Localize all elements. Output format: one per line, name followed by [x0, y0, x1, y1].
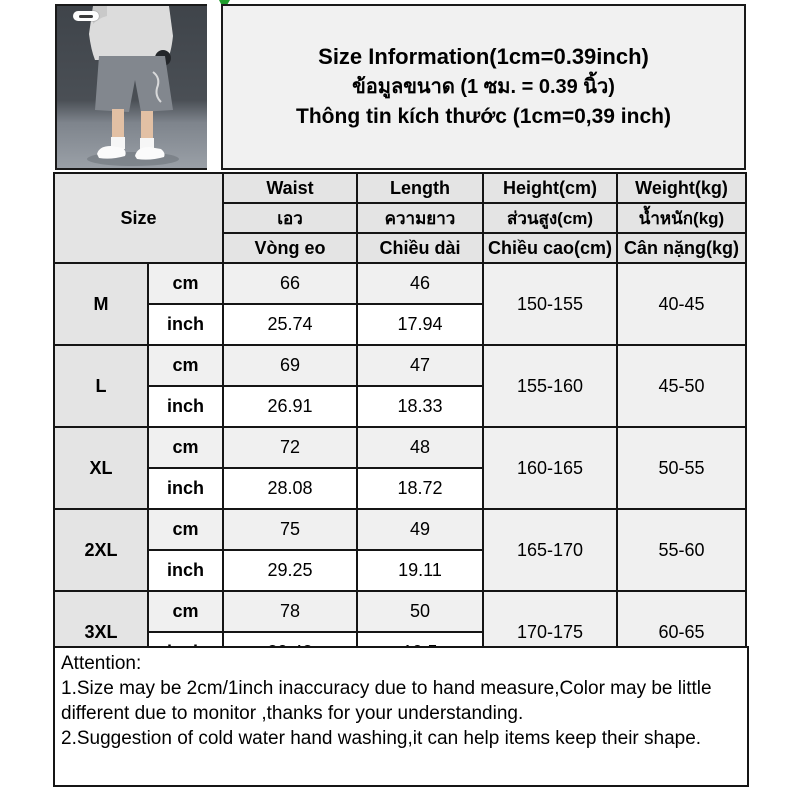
- waist-inch-value: 25.74: [223, 304, 357, 345]
- length-cm-value: 47: [357, 345, 483, 386]
- unit-cm: cm: [148, 427, 223, 468]
- waist-cm-value: 75: [223, 509, 357, 550]
- unit-cm: cm: [148, 509, 223, 550]
- height-range: 165-170: [483, 509, 617, 591]
- unit-cm: cm: [148, 263, 223, 304]
- waist-inch-value: 26.91: [223, 386, 357, 427]
- unit-inch: inch: [148, 468, 223, 509]
- unit-cm: cm: [148, 345, 223, 386]
- length-inch-value: 19.11: [357, 550, 483, 591]
- col-header-waist-th: เอว: [223, 203, 357, 233]
- unit-cm: cm: [148, 591, 223, 632]
- title-thai: ข้อมูลขนาด (1 ซม. = 0.39 นิ้ว): [352, 76, 615, 98]
- table-row: [54, 591, 746, 632]
- waist-cm-value: 69: [223, 345, 357, 386]
- length-cm-value: 50: [357, 591, 483, 632]
- col-header-length-en: Length: [357, 173, 483, 203]
- weight-range: 45-50: [617, 345, 746, 427]
- table-row: [54, 509, 746, 550]
- waist-cm-value: 72: [223, 427, 357, 468]
- weight-range: 40-45: [617, 263, 746, 345]
- waist-cm-value: 78: [223, 591, 357, 632]
- size-corner-cell: Size: [54, 173, 223, 263]
- col-header-weight-th: น้ำหนัก(kg): [617, 203, 746, 233]
- waist-cm-value: 66: [223, 263, 357, 304]
- height-range: 150-155: [483, 263, 617, 345]
- length-inch-value: 18.33: [357, 386, 483, 427]
- waist-inch-value: 28.08: [223, 468, 357, 509]
- length-inch-value: 17.94: [357, 304, 483, 345]
- col-header-height-vi: Chiều cao(cm): [483, 233, 617, 263]
- col-header-weight-vi: Cân nặng(kg): [617, 233, 746, 263]
- size-label-3xl: 3XL: [54, 591, 148, 673]
- col-header-height-th: ส่วนสูง(cm): [483, 203, 617, 233]
- color-badge: [73, 11, 99, 21]
- size-label-m: M: [54, 263, 148, 345]
- weight-range: 50-55: [617, 427, 746, 509]
- size-table: [53, 172, 747, 674]
- unit-inch: inch: [148, 386, 223, 427]
- length-inch-value: 18.72: [357, 468, 483, 509]
- col-header-waist-vi: Vòng eo: [223, 233, 357, 263]
- attention-box: [53, 646, 749, 787]
- height-range: 170-175: [483, 591, 617, 673]
- size-label-xl: XL: [54, 427, 148, 509]
- header-row-en: [54, 173, 746, 203]
- size-information-header: [221, 4, 746, 170]
- attention-note-2: 2.Suggestion of cold water hand washing,it can help items keep their shape.: [61, 728, 702, 749]
- size-label-2xl: 2XL: [54, 509, 148, 591]
- table-row: [54, 345, 746, 386]
- col-header-length-th: ความยาว: [357, 203, 483, 233]
- title-vietnamese: Thông tin kích thước (1cm=0,39 inch): [296, 105, 671, 128]
- waist-inch-value: 29.25: [223, 550, 357, 591]
- attention-note-1: 1.Size may be 2cm/1inch inaccuracy due to hand measure,Color may be little different due to monitor ,thanks for your understanding.: [61, 678, 712, 724]
- model-illustration: [57, 6, 207, 168]
- length-cm-value: 49: [357, 509, 483, 550]
- right-leg: [141, 111, 153, 141]
- unit-inch: inch: [148, 304, 223, 345]
- col-header-height-en: Height(cm): [483, 173, 617, 203]
- table-row: [54, 263, 746, 304]
- badge-text-smudge: [79, 15, 93, 18]
- col-header-waist-en: Waist: [223, 173, 357, 203]
- left-leg: [112, 109, 124, 141]
- title-english: Size Information(1cm=0.39inch): [318, 44, 649, 69]
- unit-inch: inch: [148, 550, 223, 591]
- length-cm-value: 48: [357, 427, 483, 468]
- weight-range: 60-65: [617, 591, 746, 673]
- weight-range: 55-60: [617, 509, 746, 591]
- height-range: 155-160: [483, 345, 617, 427]
- attention-title: Attention:: [61, 653, 142, 674]
- col-header-length-vi: Chiều dài: [357, 233, 483, 263]
- size-label-l: L: [54, 345, 148, 427]
- col-header-weight-en: Weight(kg): [617, 173, 746, 203]
- product-photo: [55, 4, 207, 170]
- height-range: 160-165: [483, 427, 617, 509]
- table-row: [54, 427, 746, 468]
- length-cm-value: 46: [357, 263, 483, 304]
